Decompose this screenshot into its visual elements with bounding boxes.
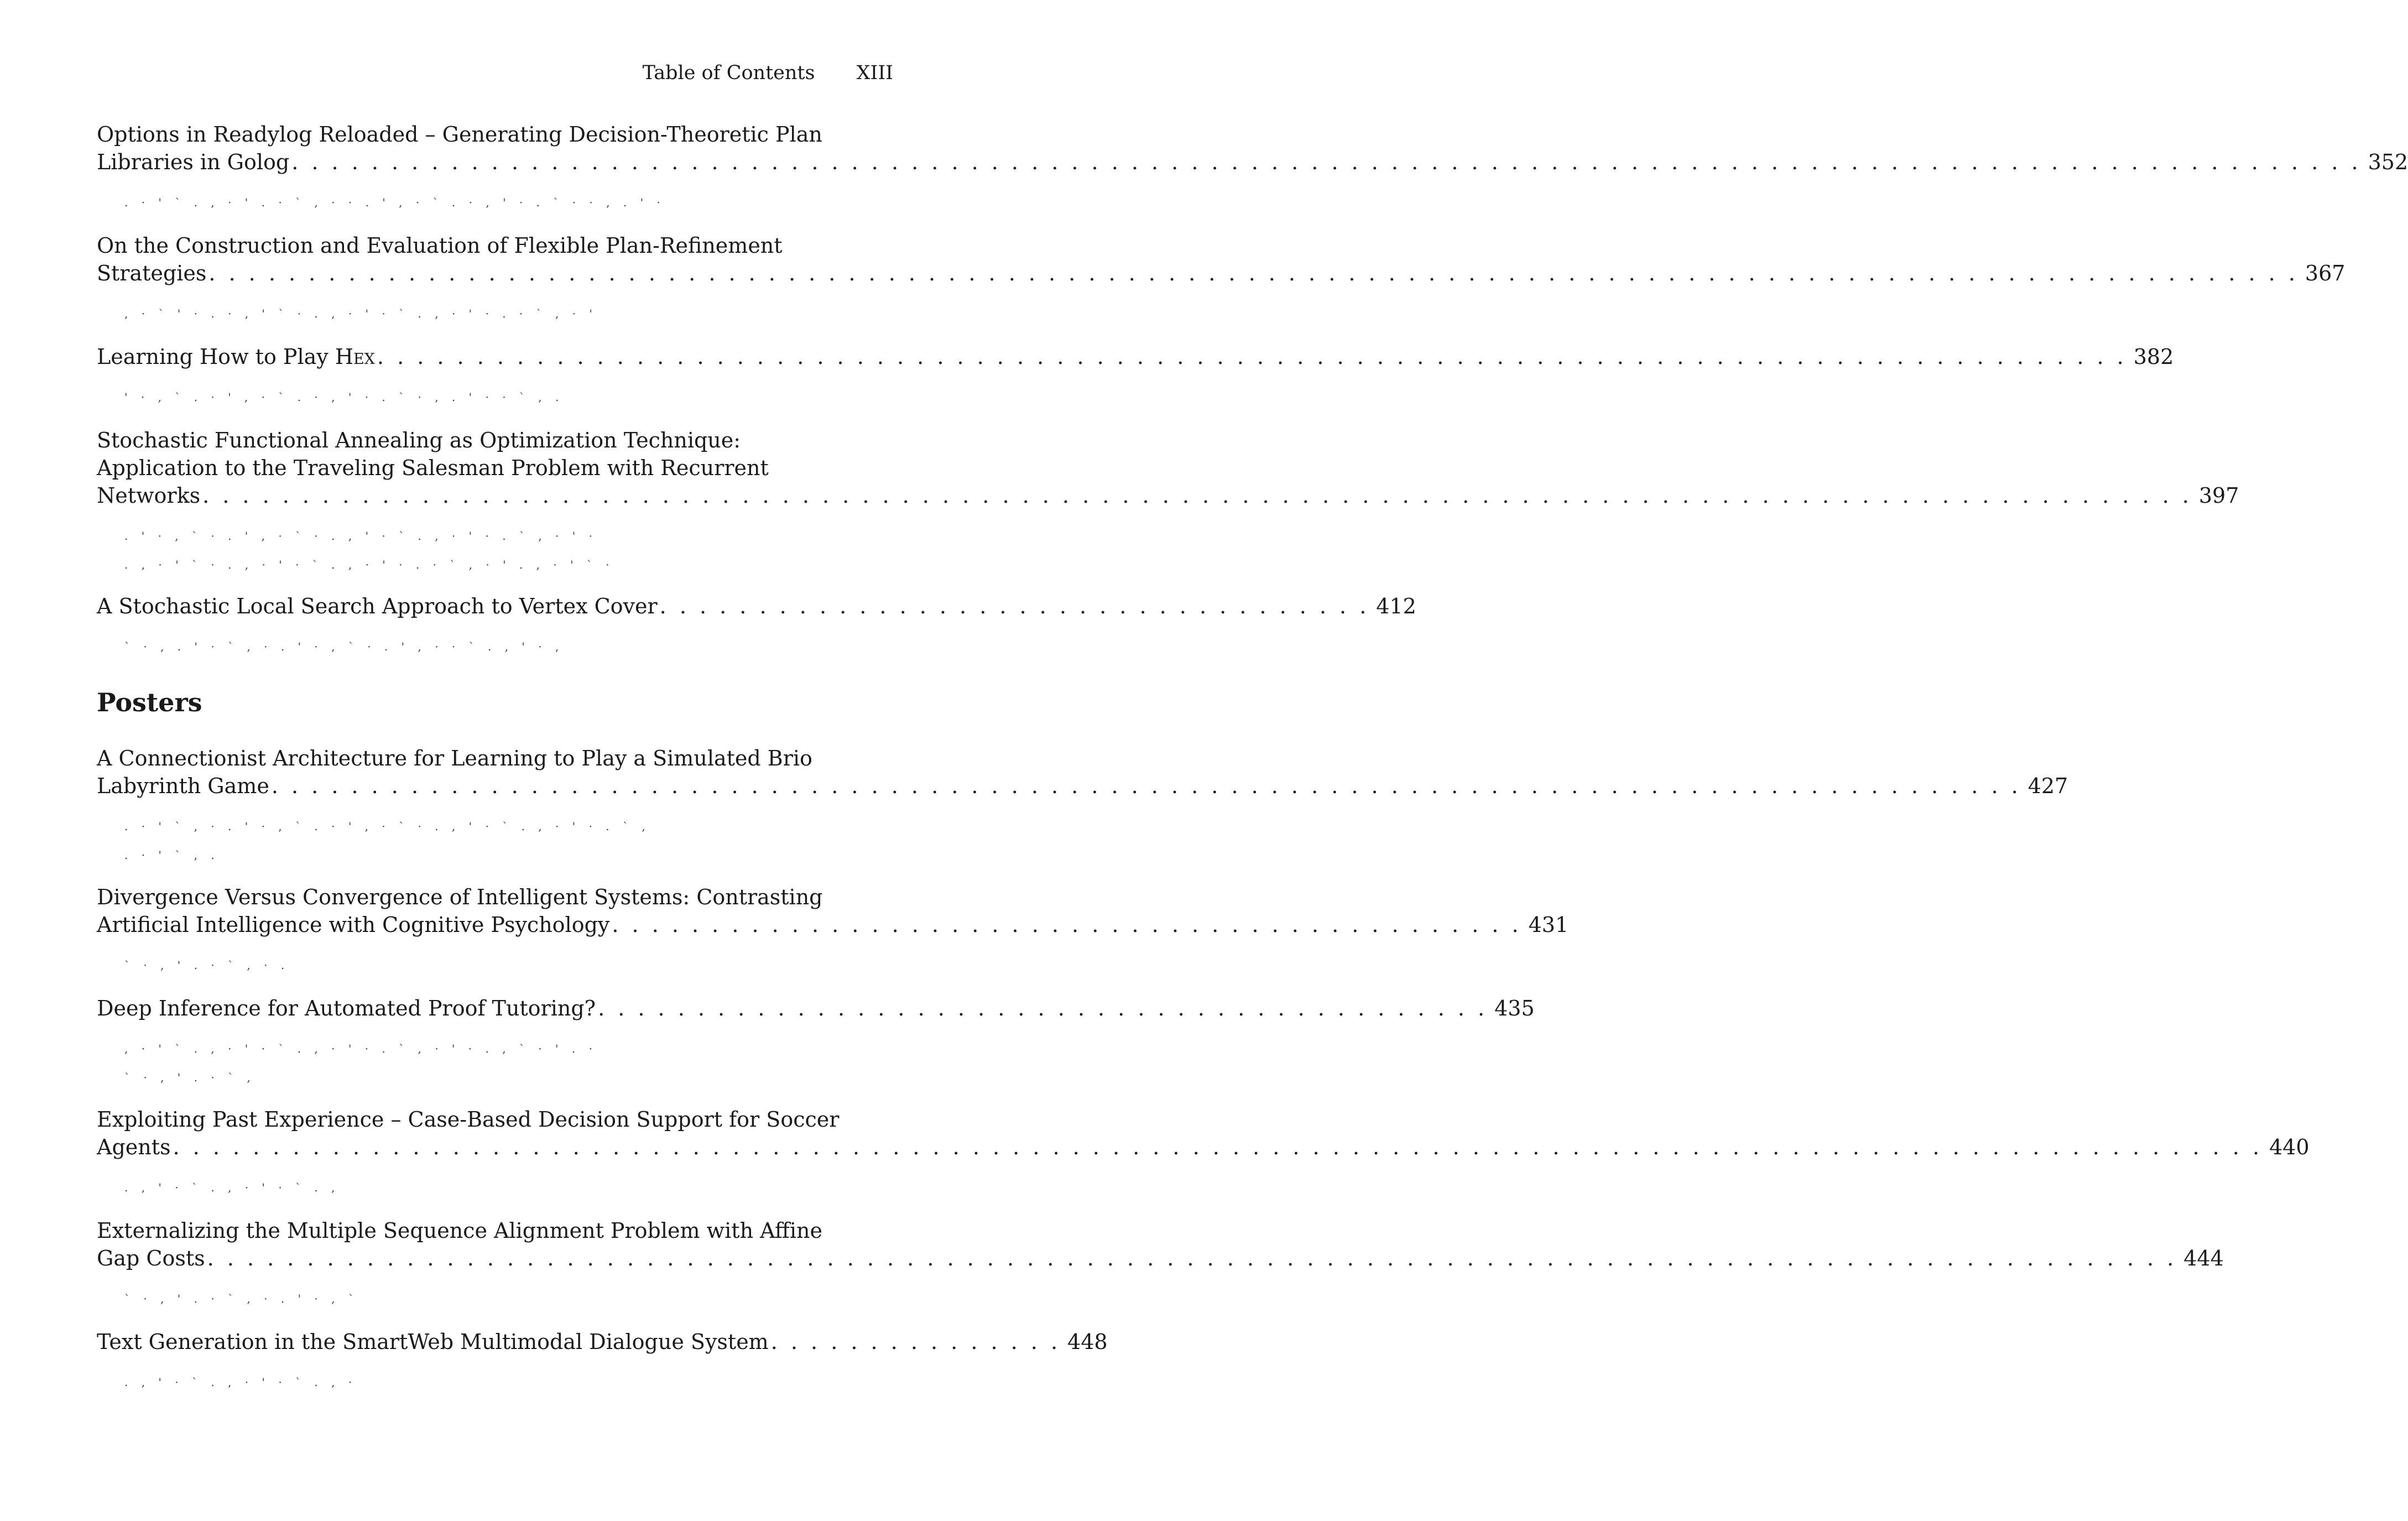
- entry-authors: ' · , ` . · ' , · ` . · , ' · . ` · , . ' · · ` , .: [124, 390, 564, 404]
- entry-title-end: Text Generation in the SmartWeb Multimodal Dialogue System: [97, 1330, 769, 1354]
- entry-title-line: On the Construction and Evaluation of Flexible Plan-Refinement: [97, 233, 783, 258]
- toc-entry[interactable]: [97, 883, 1569, 980]
- entry-page-number: 440: [2269, 1135, 2310, 1159]
- entry-last-line: [97, 259, 2346, 287]
- entry-authors: . · ' ` , .: [124, 848, 220, 862]
- running-head-title: Table of Contents: [642, 62, 815, 84]
- entry-title-end: Learning How to Play Hex: [97, 345, 375, 369]
- dot-leader: . . . . . . . . . . . . . . . . . . . . . . . . . . . . . . . . . . . .: [659, 594, 1370, 618]
- entry-page-number: 444: [2183, 1246, 2224, 1270]
- dot-leader: . . . . . . . . . . . . . . . . . . . . . . . . . . . . . . . . . . . . . . . . . . . . . . . . . . . . . . . . . . . . . . . . . . . . . . . . . . . . . . . . . . . . . . . .: [377, 345, 2127, 369]
- entry-page-number: 397: [2198, 483, 2239, 508]
- entry-authors: . · ' ` . , · ' . · ` , · · . ' , · ` . · , ' · . ` · · , . ' ·: [124, 196, 665, 209]
- entry-page-number: 435: [1494, 996, 1535, 1020]
- entry-title-line: Options in Readylog Reloaded – Generating Decision-Theoretic Plan: [97, 122, 822, 147]
- entry-page-number: 431: [1528, 913, 1569, 937]
- entry-authors: . , ' · ` . , · ' · ` . , ·: [124, 1376, 357, 1389]
- toc-entry[interactable]: [97, 232, 2346, 328]
- dot-leader: . . . . . . . . . . . . . . . . . . . . . . . . . . . . . . . . . . . . . . . . . . . . . .: [612, 913, 1522, 937]
- dot-leader: . . . . . . . . . . . . . . . . . . . . . . . . . . . . . . . . . . . . . . . . . . . . .: [598, 996, 1488, 1020]
- entry-last-line: [97, 911, 1569, 939]
- entry-title-line: Exploiting Past Experience – Case-Based Decision Support for Soccer: [97, 1107, 840, 1132]
- dot-leader: . . . . . . . . . . . . . . . . . . . . . . . . . . . . . . . . . . . . . . . . . . . . . . . . . . . . . . . . . . . . . . . . . . . . . . . . . . . . . . . . . . . . . . . . . . . . . . . . . . . .: [202, 483, 2192, 508]
- toc-entry[interactable]: [97, 1217, 2224, 1313]
- toc-entry[interactable]: [97, 592, 1416, 661]
- entry-authors: . ' · , ` · . ' , · ` · . , ' · ` . , · ' · . ` , · ' ·: [124, 529, 597, 543]
- toc-entry[interactable]: [97, 426, 2239, 579]
- entry-title-end: Gap Costs: [97, 1246, 205, 1270]
- entry-page-number: 427: [2027, 774, 2068, 798]
- entry-last-line: [97, 1328, 1108, 1356]
- entry-page-number: 412: [1376, 594, 1416, 618]
- section-heading-posters: Posters: [97, 687, 202, 717]
- entry-last-line: [97, 482, 2239, 509]
- entry-page-number: 448: [1067, 1330, 1108, 1354]
- toc-entry[interactable]: [97, 994, 1535, 1092]
- entry-last-line: [97, 1244, 2224, 1272]
- toc-entry[interactable]: [97, 1106, 2310, 1202]
- entry-last-line: [97, 148, 2408, 176]
- entry-last-line: [97, 592, 1416, 620]
- entry-title-end: Agents: [97, 1135, 171, 1159]
- entry-authors: , · ` ' · . · , ' ` · . , · ' · ` . , · ' · . · ` , · ': [124, 307, 597, 320]
- entry-authors: . , ' · ` . , · ' · ` . ,: [124, 1181, 340, 1194]
- entry-authors: . · ' ` , · . ' · , ` . · ' , · ` · . , ' · ` . , · ' · . ` ,: [124, 820, 650, 833]
- entry-authors: ` · , ' . · ` ,: [124, 1071, 256, 1084]
- entry-page-number: 382: [2133, 345, 2174, 369]
- entry-title-end: Libraries in Golog: [97, 150, 290, 174]
- entry-authors: ` · , ' . · ` , · . ' · , `: [124, 1292, 359, 1305]
- running-head-page-number: XIII: [856, 62, 893, 84]
- running-head: [643, 62, 893, 84]
- entry-last-line: [97, 1133, 2310, 1161]
- entry-title-line: Application to the Traveling Salesman Problem with Recurrent: [97, 456, 769, 480]
- entry-title-end: Networks: [97, 483, 201, 508]
- toc-entry[interactable]: [97, 343, 2174, 411]
- entry-authors: ` · , . ' · ` , · . ' · , ` · . ' , · · ` . , ' · ,: [124, 640, 564, 653]
- dot-leader: . . . . . . . . . . . . . . . . . . . . . . . . . . . . . . . . . . . . . . . . . . . . . . . . . . . . . . . . . . . . . . . . . . . . . . . . . . . . . . . . . . . . . . . .: [271, 774, 2021, 798]
- dot-leader: . . . . . . . . . . . . . . . . . . . . . . . . . . . . . . . . . . . . . . . . . . . . . . . . . . . . . . . . . . . . . . . . . . . . . . . . . . . . . . . . . . . . . . . . . . . . . . . . . . . . . . . . .: [209, 261, 2298, 285]
- entry-title-end: Labyrinth Game: [97, 774, 269, 798]
- dot-leader: . . . . . . . . . . . . . . . . . . . . . . . . . . . . . . . . . . . . . . . . . . . . . . . . . . . . . . . . . . . . . . . . . . . . . . . . . . . . . . . . . . . . . . . . . . . . . . . . . . . . . . . . .: [173, 1135, 2263, 1159]
- dot-leader: . . . . . . . . . . . . . . . . . . . . . . . . . . . . . . . . . . . . . . . . . . . . . . . . . . . . . . . . . . . . . . . . . . . . . . . . . . . . . . . . . . . . . . . . . . . . . . . . . . . . . . . .: [291, 150, 2362, 174]
- toc-entry[interactable]: [97, 744, 2068, 869]
- entry-title-line: Stochastic Functional Annealing as Optimization Technique:: [97, 428, 741, 452]
- toc-entry[interactable]: [97, 1328, 1108, 1397]
- entry-authors: , · ' ` . , · ' · ` . , · ' · . ` , · ' · . , ` · ' . ·: [124, 1042, 597, 1055]
- entry-authors: ` · , ' . · ` , · .: [124, 959, 290, 972]
- entry-title-line: Externalizing the Multiple Sequence Alignment Problem with Affine: [97, 1218, 823, 1243]
- entry-title-line: Divergence Versus Convergence of Intelligent Systems: Contrasting: [97, 885, 823, 909]
- entry-last-line: [97, 772, 2068, 800]
- entry-page-number: 367: [2305, 261, 2346, 285]
- entry-page-number: 352: [2368, 150, 2408, 174]
- entry-title-end: Deep Inference for Automated Proof Tutoring?: [97, 996, 596, 1020]
- dot-leader: . . . . . . . . . . . . . . .: [770, 1330, 1061, 1354]
- entry-title-end: A Stochastic Local Search Approach to Vertex Cover: [97, 594, 658, 618]
- toc-entry[interactable]: [97, 121, 2408, 217]
- entry-title-end: Strategies: [97, 261, 207, 285]
- entry-last-line: [97, 343, 2174, 371]
- dot-leader: . . . . . . . . . . . . . . . . . . . . . . . . . . . . . . . . . . . . . . . . . . . . . . . . . . . . . . . . . . . . . . . . . . . . . . . . . . . . . . . . . . . . . . . . . . . . . . . . . . .: [207, 1246, 2177, 1270]
- entry-title-line: A Connectionist Architecture for Learning to Play a Simulated Brio: [97, 746, 812, 770]
- entry-title-end: Artificial Intelligence with Cognitive Psychology: [97, 913, 610, 937]
- entry-authors: . , · ' ` · . , · ' · ` . , · ' · . · ` , · ' . , · ' ` ·: [124, 558, 614, 571]
- entry-last-line: [97, 994, 1535, 1022]
